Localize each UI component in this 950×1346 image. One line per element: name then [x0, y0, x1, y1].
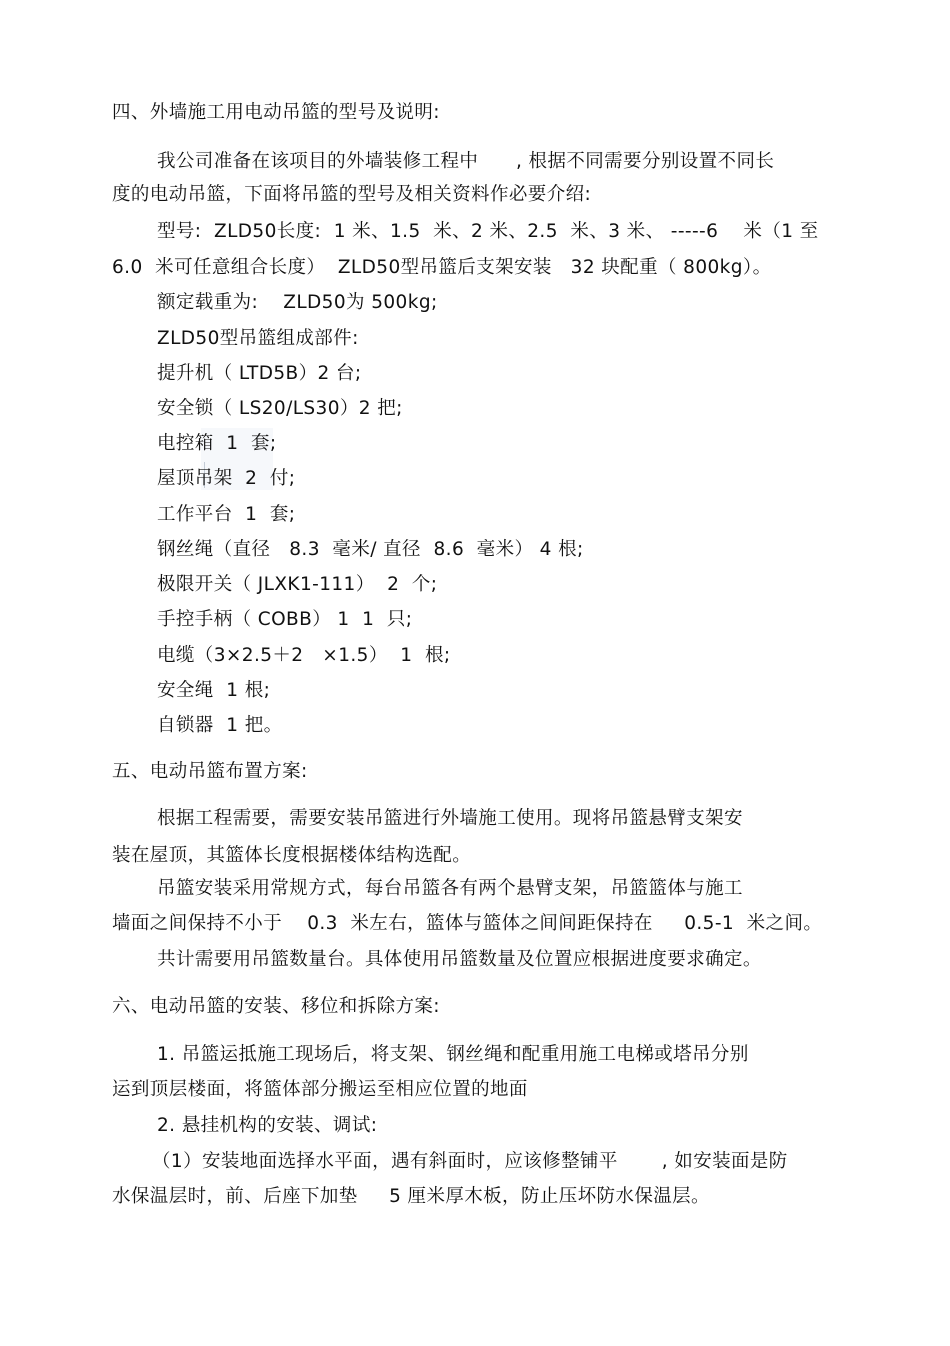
part-item: 电控箱 1 套; — [157, 433, 277, 454]
section-6-p2: 2. 悬挂机构的安装、调试: — [157, 1115, 378, 1136]
part-item: 极限开关（ JLXK1-111） 2 个; — [157, 574, 438, 595]
part-item: 手控手柄（ COBB） 1 1 只; — [157, 609, 413, 630]
part-item: 屋顶吊架 2 付; — [157, 468, 296, 489]
section-5-p2-line-1: 吊篮安装采用常规方式，每台吊篮各有两个悬臂支架，吊篮篮体与施工 — [157, 878, 743, 899]
section-6-heading: 六、电动吊篮的安装、移位和拆除方案: — [112, 996, 440, 1017]
parts-title: ZLD50型吊篮组成部件: — [157, 328, 359, 349]
section-4-heading: 四、外墙施工用电动吊篮的型号及说明: — [112, 102, 440, 123]
section-5-p1-line-2: 装在屋顶，其篮体长度根据楼体结构选配。 — [112, 845, 472, 866]
section-6-p3-line-2: 水保温层时，前、后座下加垫 5 厘米厚木板，防止压坏防水保温层。 — [112, 1186, 710, 1207]
model-length-line-1: 型号: ZLD50长度: 1 米、1.5 米、2 米、2.5 米、3 米、 -----6 米（1 至 — [157, 221, 819, 242]
rated-load: 额定载重为: ZLD50为 500kg; — [157, 292, 438, 313]
section-6-p3-line-1: （1）安装地面选择水平面，遇有斜面时，应该修整铺平 , 如安装面是防 — [152, 1151, 788, 1172]
section-6-p1-line-2: 运到顶层楼面，将篮体部分搬运至相应位置的地面 — [112, 1079, 528, 1100]
part-item: 安全绳 1 根; — [157, 680, 271, 701]
model-length-line-2: 6.0 米可任意组合长度） ZLD50型吊篮后支架安装 32 块配重（ 800kg）。 — [112, 257, 772, 278]
section-5-p3: 共计需要用吊篮数量台。具体使用吊篮数量及位置应根据进度要求确定。 — [157, 949, 762, 970]
part-item: 电缆（3×2.5＋2 ×1.5） 1 根; — [157, 645, 451, 666]
section-4-intro-line-1: 我公司准备在该项目的外墙装修工程中 , 根据不同需要分别设置不同长 — [157, 151, 775, 172]
section-4-intro-line-2: 度的电动吊篮，下面将吊篮的型号及相关资料作必要介绍: — [112, 184, 592, 205]
section-5-heading: 五、电动吊篮布置方案: — [112, 761, 308, 782]
section-6-p1-line-1: 1. 吊篮运抵施工现场后，将支架、钢丝绳和配重用施工电梯或塔吊分别 — [157, 1044, 749, 1065]
section-5-p1-line-1: 根据工程需要，需要安装吊篮进行外墙施工使用。现将吊篮悬臂支架安 — [157, 808, 743, 829]
part-item: 自锁器 1 把。 — [157, 715, 283, 736]
part-item: 提升机（ LTD5B）2 台; — [157, 363, 362, 384]
part-item: 工作平台 1 套; — [157, 504, 296, 525]
part-item: 安全锁（ LS20/LS30）2 把; — [157, 398, 403, 419]
part-item: 钢丝绳（直径 8.3 毫米/ 直径 8.6 毫米） 4 根; — [157, 539, 584, 560]
section-5-p2-line-2: 墙面之间保持不小于 0.3 米左右，篮体与篮体之间间距保持在 0.5-1 米之间。 — [112, 913, 823, 934]
